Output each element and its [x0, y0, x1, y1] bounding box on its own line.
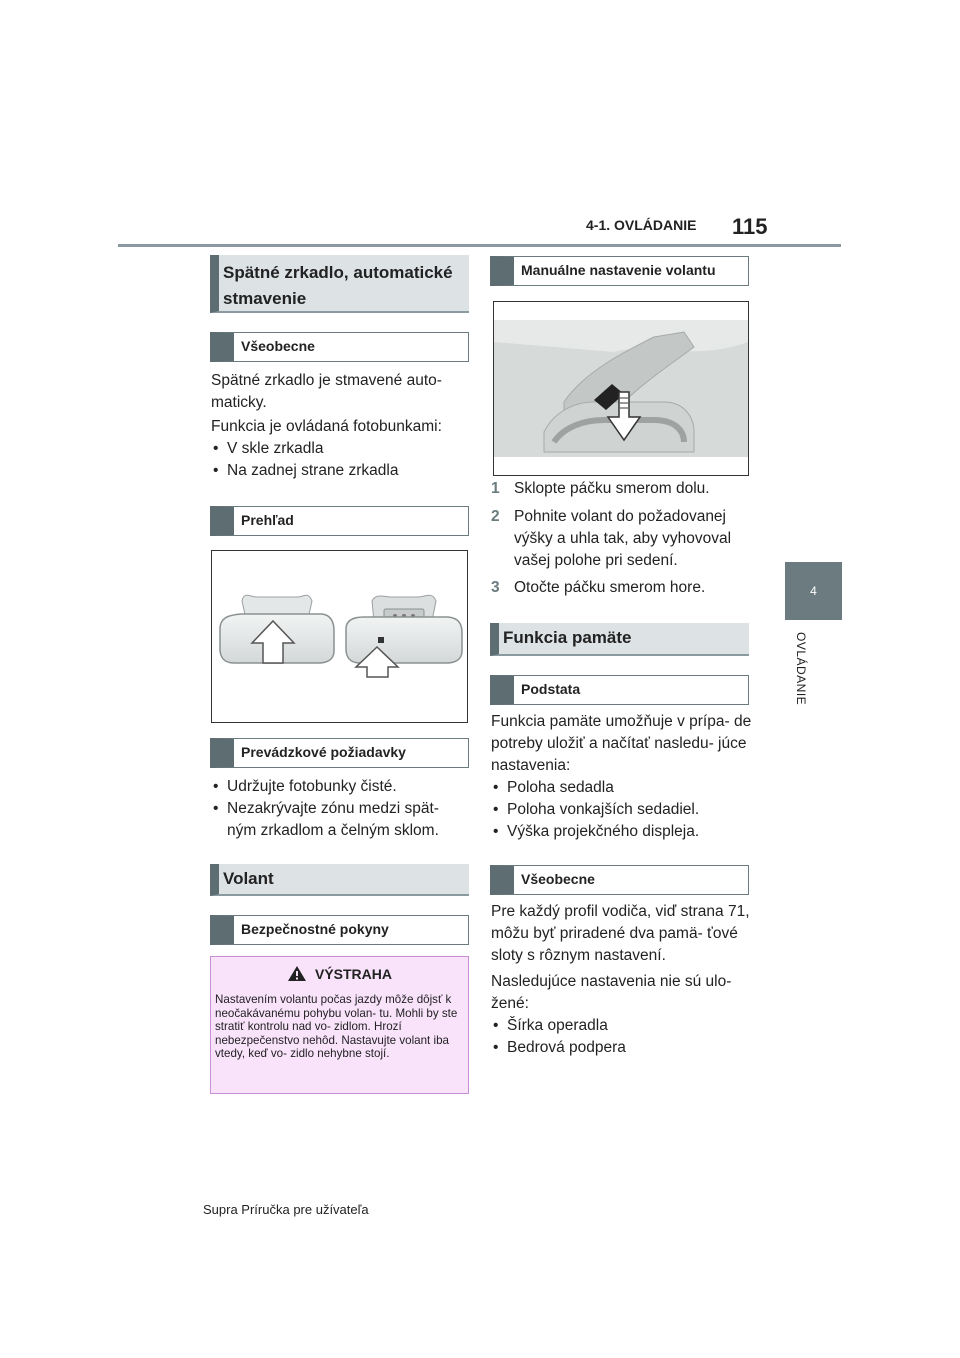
- paragraph-profile: Pre každý profil vodiča, viď strana 71, môžu byť priradené dva pamä- ťové sloty s rôznym nastavení.: [491, 903, 750, 964]
- photocell-icon: [378, 637, 384, 643]
- subheading-manual-steering: Manuálne nastavenie volantu: [490, 256, 749, 286]
- warning-text: Nastavením volantu počas jazdy môže dôjsť k neočakávanému pohybu volan- tu. Mohli by ste stratiť kontrolu nad vo- zidlom. Hrozí nebezpečenstvo nehôd. Nastavujte volant iba vtedy, keď vo- zidlo nehybne stojí.: [215, 993, 458, 1060]
- steering-lever-svg: [494, 302, 748, 475]
- step-text: Pohnite volant do požadovanej výšky a uhla tak, aby vyhovoval vašej polohe pri sedení.: [514, 508, 732, 569]
- list-item: • Bedrová podpera: [491, 1037, 753, 1059]
- list-item: • Poloha sedadla: [491, 777, 753, 799]
- list-item: • Poloha vonkajších sedadiel.: [491, 799, 753, 821]
- chapter-tab: 4: [785, 562, 842, 620]
- paragraph-mirror-auto: Spätné zrkadlo je stmavené auto- maticky.: [211, 372, 442, 411]
- subheading-general-memory: Všeobecne: [490, 865, 749, 895]
- step-number: 2: [491, 508, 500, 525]
- chapter-tab-label-text: OVLÁDANIE: [794, 632, 808, 706]
- paragraph-not-saved: Nasledujúce nastavenia nie sú ulo- žené:: [491, 973, 732, 1012]
- paragraph-memory: Funkcia pamäte umožňuje v prípa- de potreby uložiť a načítať nasledu- júce nastavenia:: [491, 713, 752, 774]
- step-number: 1: [491, 480, 500, 497]
- step-2: [491, 506, 751, 572]
- warning-title: VÝSTRAHA: [314, 966, 392, 982]
- list-item: • Udržujte fotobunky čisté.: [211, 776, 466, 798]
- warning-header: [211, 965, 468, 982]
- footer-manual-title: Supra Príručka pre užívateľa: [203, 1202, 369, 1217]
- list-item: • Výška projekčného displeja.: [491, 821, 753, 843]
- step-number: 3: [491, 579, 500, 596]
- list-item: • V skle zrkadla: [211, 438, 466, 460]
- subheading-principle: Podstata: [490, 675, 749, 705]
- section-title-steering: Volant: [210, 864, 469, 896]
- subheading-overview: Prehľad: [210, 506, 469, 536]
- bullet-list-memory: [491, 777, 753, 843]
- paragraph-photocells: Funkcia je ovládaná fotobunkami:: [211, 418, 442, 435]
- list-item: • Na zadnej strane zrkadla: [211, 460, 466, 482]
- page-number: 115: [732, 214, 768, 239]
- subheading-requirements: Prevádzkové požiadavky: [210, 738, 469, 768]
- warning-triangle-icon: [287, 965, 307, 982]
- chapter-tab-label: [776, 632, 816, 752]
- section-title-mirror: Spätné zrkadlo, automatické stmavenie: [210, 255, 469, 313]
- steering-lever-illustration: [493, 301, 749, 476]
- mirror-back: [346, 617, 462, 663]
- bullet-list-requirements: [211, 776, 466, 842]
- step-text: Otočte páčku smerom hore.: [514, 579, 706, 596]
- step-1: [491, 478, 751, 500]
- header-divider: [118, 244, 841, 247]
- chapter-title: 4-1. OVLÁDANIE: [586, 217, 697, 233]
- subheading-general: Všeobecne: [210, 332, 469, 362]
- list-item: • Nezakrývajte zónu medzi spät- ným zrkadlom a čelným sklom.: [211, 798, 466, 842]
- bullet-list-not-saved: [491, 1015, 753, 1059]
- mirror-illustration: [211, 550, 468, 723]
- step-3: [491, 577, 751, 599]
- step-text: Sklopte páčku smerom dolu.: [514, 480, 710, 497]
- list-item: • Šírka operadla: [491, 1015, 753, 1037]
- bullet-list-photocells: [211, 438, 466, 482]
- mirror-illustration-svg: [212, 551, 467, 722]
- subheading-safety: Bezpečnostné pokyny: [210, 915, 469, 945]
- warning-box: [210, 956, 469, 1094]
- section-title-memory: Funkcia pamäte: [490, 623, 749, 656]
